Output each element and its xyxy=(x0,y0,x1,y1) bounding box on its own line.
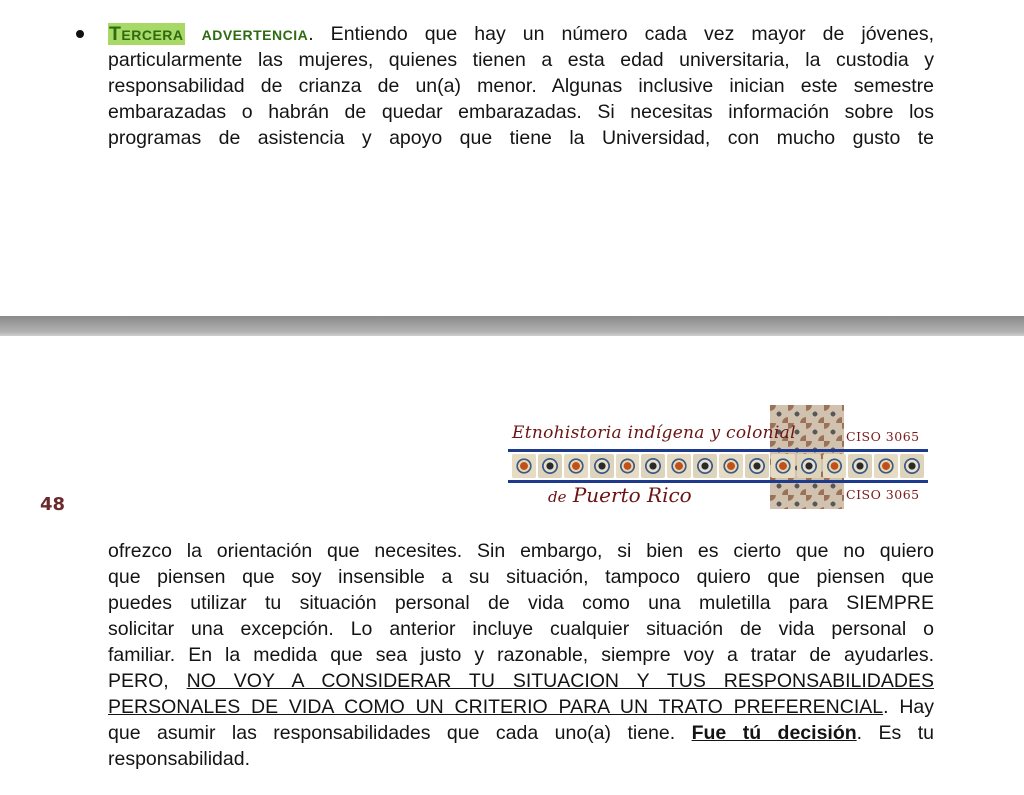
bottom-line-7-underlined: PERSONALES DE VIDA COMO UN CRITERIO PARA UN TRATO PREFERENCIAL xyxy=(108,696,884,718)
page-top xyxy=(0,0,1024,316)
top-line-5: programas de asistencia y apoyo que tiene la Universidad, con mucho gusto te xyxy=(108,127,934,149)
heading-rest: advertencia xyxy=(201,23,309,45)
page-number: 48 xyxy=(40,494,66,515)
banner-title-line2 xyxy=(548,483,692,507)
course-header-banner xyxy=(508,405,928,509)
banner-title-line1: Etnohistoria indígena y colonial xyxy=(512,423,796,443)
tile xyxy=(874,454,898,478)
bottom-line-5: familiar. En la medida que sea justo y razonable, siempre voy a tratar de ayudarles. xyxy=(108,644,934,666)
bottom-line-7-suffix: . Hay xyxy=(883,696,935,718)
bullet-point xyxy=(76,30,84,38)
bottom-line-8-suffix: . Es tu xyxy=(856,722,934,744)
top-line-1 xyxy=(108,21,934,47)
bottom-line-6 xyxy=(108,668,934,694)
tile xyxy=(745,454,769,478)
bottom-line-8-prefix: que asumir las responsabilidades que cada uno(a) tiene. xyxy=(108,722,692,744)
top-line-3: responsabilidad de crianza de un(a) menor. Algunas inclusive inician este semestre xyxy=(108,75,934,97)
tile xyxy=(538,454,562,478)
bottom-line-9: responsabilidad. xyxy=(108,748,251,770)
tile xyxy=(616,454,640,478)
course-code-bottom: CISO 3065 xyxy=(846,487,920,502)
tile xyxy=(667,454,691,478)
tile xyxy=(900,454,924,478)
bottom-paragraph xyxy=(108,538,934,772)
tile xyxy=(641,454,665,478)
page-separator xyxy=(0,316,1024,336)
bottom-line-8-emphasis: Fue tú decisión xyxy=(691,722,857,744)
top-line-1-text: . Entiendo que hay un número cada vez mayor de jóvenes, xyxy=(308,23,934,45)
tile-band xyxy=(508,449,928,483)
heading-highlight: Tercera xyxy=(109,23,184,45)
tile xyxy=(848,454,872,478)
top-paragraph xyxy=(108,21,934,151)
tile-row xyxy=(512,454,924,478)
banner-title-main: Puerto Rico xyxy=(572,483,692,507)
top-line-2: particularmente las mujeres, quienes tienen a esta edad universitaria, la custodia y xyxy=(108,49,934,71)
bottom-line-6-prefix: PERO, xyxy=(108,670,187,692)
tile xyxy=(564,454,588,478)
tile xyxy=(823,454,847,478)
banner-title-prefix: de xyxy=(548,488,567,506)
bottom-line-1: ofrezco la orientación que necesites. Sin embargo, si bien es cierto que no quiero xyxy=(108,540,934,562)
tile xyxy=(797,454,821,478)
top-line-4: embarazadas o habrán de quedar embarazadas. Si necesitas información sobre los xyxy=(108,101,934,123)
bottom-line-7 xyxy=(108,694,934,720)
bottom-line-2: que piensen que soy insensible a su situación, tampoco quiero que piensen que xyxy=(108,566,934,588)
bottom-line-3: puedes utilizar tu situación personal de vida como una muletilla para SIEMPRE xyxy=(108,592,934,614)
bottom-line-4: solicitar una excepción. Lo anterior incluye cualquier situación de vida personal o xyxy=(108,618,934,640)
tile xyxy=(693,454,717,478)
tile xyxy=(590,454,614,478)
tile xyxy=(512,454,536,478)
band-line-top xyxy=(508,449,928,452)
bottom-line-8 xyxy=(108,720,934,746)
course-code-top: CISO 3065 xyxy=(846,429,920,444)
tile xyxy=(771,454,795,478)
tile xyxy=(719,454,743,478)
bottom-line-6-underlined: NO VOY A CONSIDERAR TU SITUACION Y TUS RESPONSABILIDADES xyxy=(186,670,934,692)
